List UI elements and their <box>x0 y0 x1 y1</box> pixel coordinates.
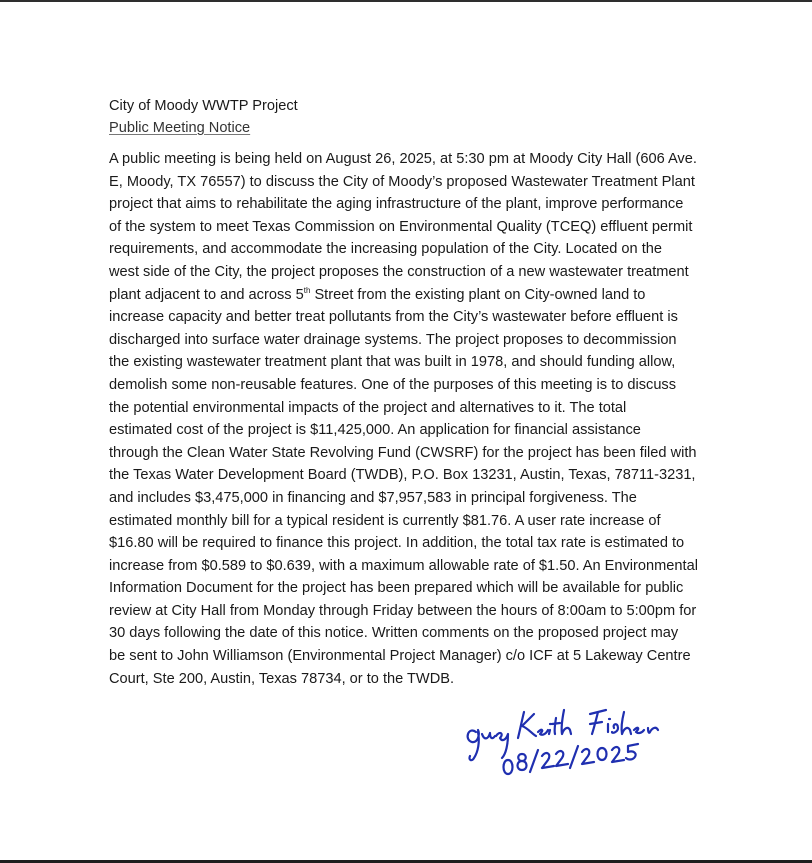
document-title: City of Moody WWTP Project <box>109 98 298 114</box>
top-border <box>0 0 812 2</box>
body-line: increase from $0.589 to $0.639, with a maximum allowable rate of $1.50. An Environmental <box>109 557 698 574</box>
body-line: E, Moody, TX 76557) to discuss the City of Moody’s proposed Wastewater Treatment Plant <box>109 173 695 190</box>
body-line <box>109 284 734 307</box>
body-line: be sent to John Williamson (Environmental Project Manager) c/o ICF at 5 Lakeway Centre <box>109 648 691 665</box>
body-line: review at City Hall from Monday through Friday between the hours of 8:00am to 5:00pm for <box>109 602 697 619</box>
body-line: Court, Ste 200, Austin, Texas 78734, or to the TWDB. <box>109 670 455 687</box>
body-line: the Texas Water Development Board (TWDB), P.O. Box 13231, Austin, Texas, 78711-3231, <box>109 467 696 484</box>
body-line: demolish some non-reusable features. One of the purposes of this meeting is to discuss <box>109 376 677 393</box>
body-line: 30 days following the date of this notice. Written comments on the proposed project may <box>109 625 679 642</box>
ordinal-superscript: th <box>303 285 311 295</box>
body-line: of the system to meet Texas Commission on Environmental Quality (TCEQ) effluent permit <box>109 218 693 235</box>
body-line: requirements, and accommodate the increasing population of the City. Located on the <box>109 241 663 258</box>
notice-body <box>109 148 734 690</box>
body-line: $16.80 will be required to finance this project. In addition, the total tax rate is estimated to <box>109 535 685 552</box>
body-line: the existing wastewater treatment plant that was built in 1978, and should funding allow, <box>109 354 676 371</box>
body-line: through the Clean Water State Revolving Fund (CWSRF) for the project has been filed with <box>109 444 697 461</box>
signature-icon <box>462 700 692 780</box>
body-line: discharged into surface water drainage systems. The project proposes to decommission <box>109 331 677 348</box>
body-line: increase capacity and better treat pollutants from the City’s wastewater before effluent is <box>109 309 678 326</box>
handwritten-signature <box>462 700 692 780</box>
body-line-end: Street from the existing plant on City-owned land to <box>310 286 646 303</box>
body-line: project that aims to rehabilitate the aging infrastructure of the plant, improve performance <box>109 196 684 213</box>
document-subtitle: Public Meeting Notice <box>109 120 251 136</box>
body-line: and includes $3,475,000 in financing and $7,957,583 in principal forgiveness. The <box>109 489 637 506</box>
body-line: estimated monthly bill for a typical resident is currently $81.76. A user rate increase of <box>109 512 661 529</box>
body-line-start: plant adjacent to and across 5 <box>109 286 304 303</box>
body-line: Information Document for the project has been prepared which will be available for public <box>109 580 684 597</box>
body-line: the potential environmental impacts of the project and alternatives to it. The total <box>109 399 627 416</box>
body-line: A public meeting is being held on August 26, 2025, at 5:30 pm at Moody City Hall (606 Ave. <box>109 151 697 167</box>
body-line: west side of the City, the project proposes the construction of a new wastewater treatment <box>109 263 689 280</box>
body-line: estimated cost of the project is $11,425,000. An application for financial assistance <box>109 422 641 439</box>
notice-page <box>109 95 734 690</box>
